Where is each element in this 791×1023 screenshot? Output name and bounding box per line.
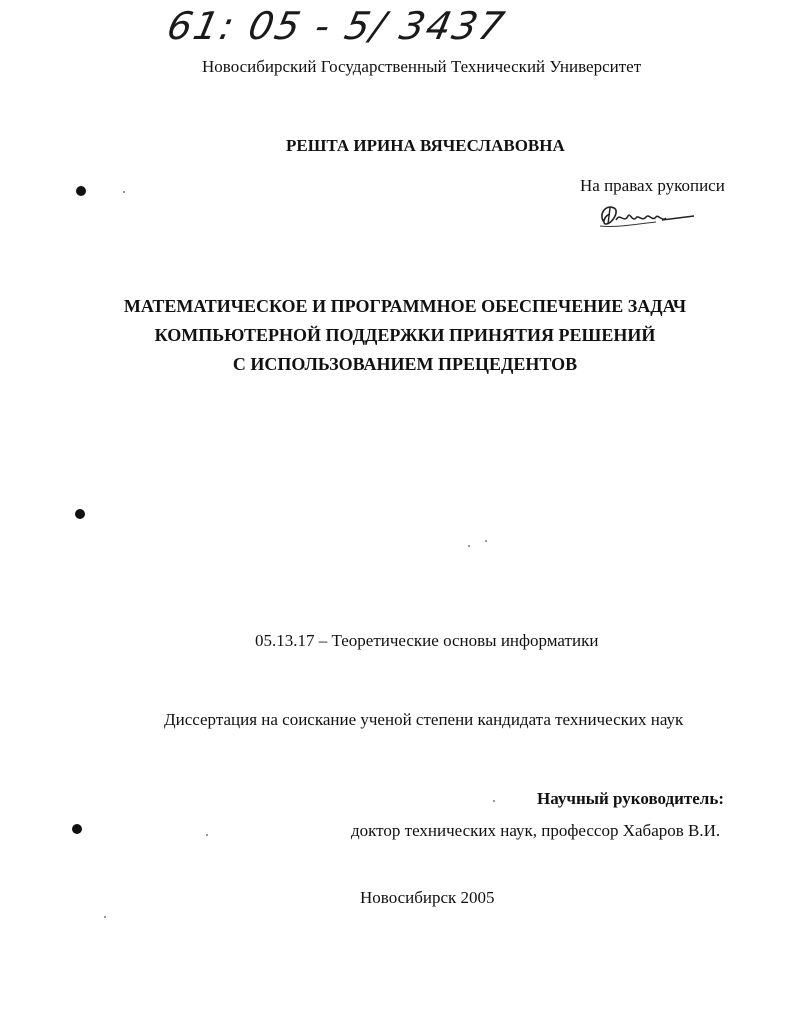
scan-speck — [206, 834, 208, 836]
thesis-title-line-2: КОМПЬЮТЕРНОЙ ПОДДЕРЖКИ ПРИНЯТИЯ РЕШЕНИЙ — [154, 325, 656, 345]
degree-statement: Диссертация на соискание ученой степени кандидата технических наук — [164, 710, 684, 729]
supervisor-name: доктор технических наук, профессор Хабаров В.И. — [351, 821, 721, 840]
scan-speck — [493, 800, 495, 802]
author-name: РЕШТА ИРИНА ВЯЧЕСЛАВОВНА — [286, 136, 565, 155]
manuscript-note: На правах рукописи — [580, 176, 725, 195]
specialty-code: 05.13.17 – Теоретические основы информатики — [255, 631, 599, 650]
scan-speck — [104, 916, 106, 918]
author-signature — [596, 200, 696, 232]
scan-speck — [485, 540, 487, 542]
city-year: Новосибирск 2005 — [360, 888, 495, 907]
university-name: Новосибирский Государственный Технический Университет — [202, 57, 642, 76]
supervisor-label: Научный руководитель: — [537, 789, 724, 808]
thesis-title-line-3: С ИСПОЛЬЗОВАНИЕМ ПРЕЦЕДЕНТОВ — [232, 354, 578, 374]
binding-hole-mark — [76, 186, 86, 196]
thesis-title-line-1: МАТЕМАТИЧЕСКОЕ И ПРОГРАММНОЕ ОБЕСПЕЧЕНИЕ ЗАДАЧ — [123, 296, 687, 316]
binding-hole-mark — [72, 824, 82, 834]
scan-speck — [123, 191, 125, 193]
archive-code-handwritten: 61: 05 - 5/ 3437 — [163, 4, 510, 48]
scan-speck — [468, 545, 470, 547]
binding-hole-mark — [75, 509, 85, 519]
